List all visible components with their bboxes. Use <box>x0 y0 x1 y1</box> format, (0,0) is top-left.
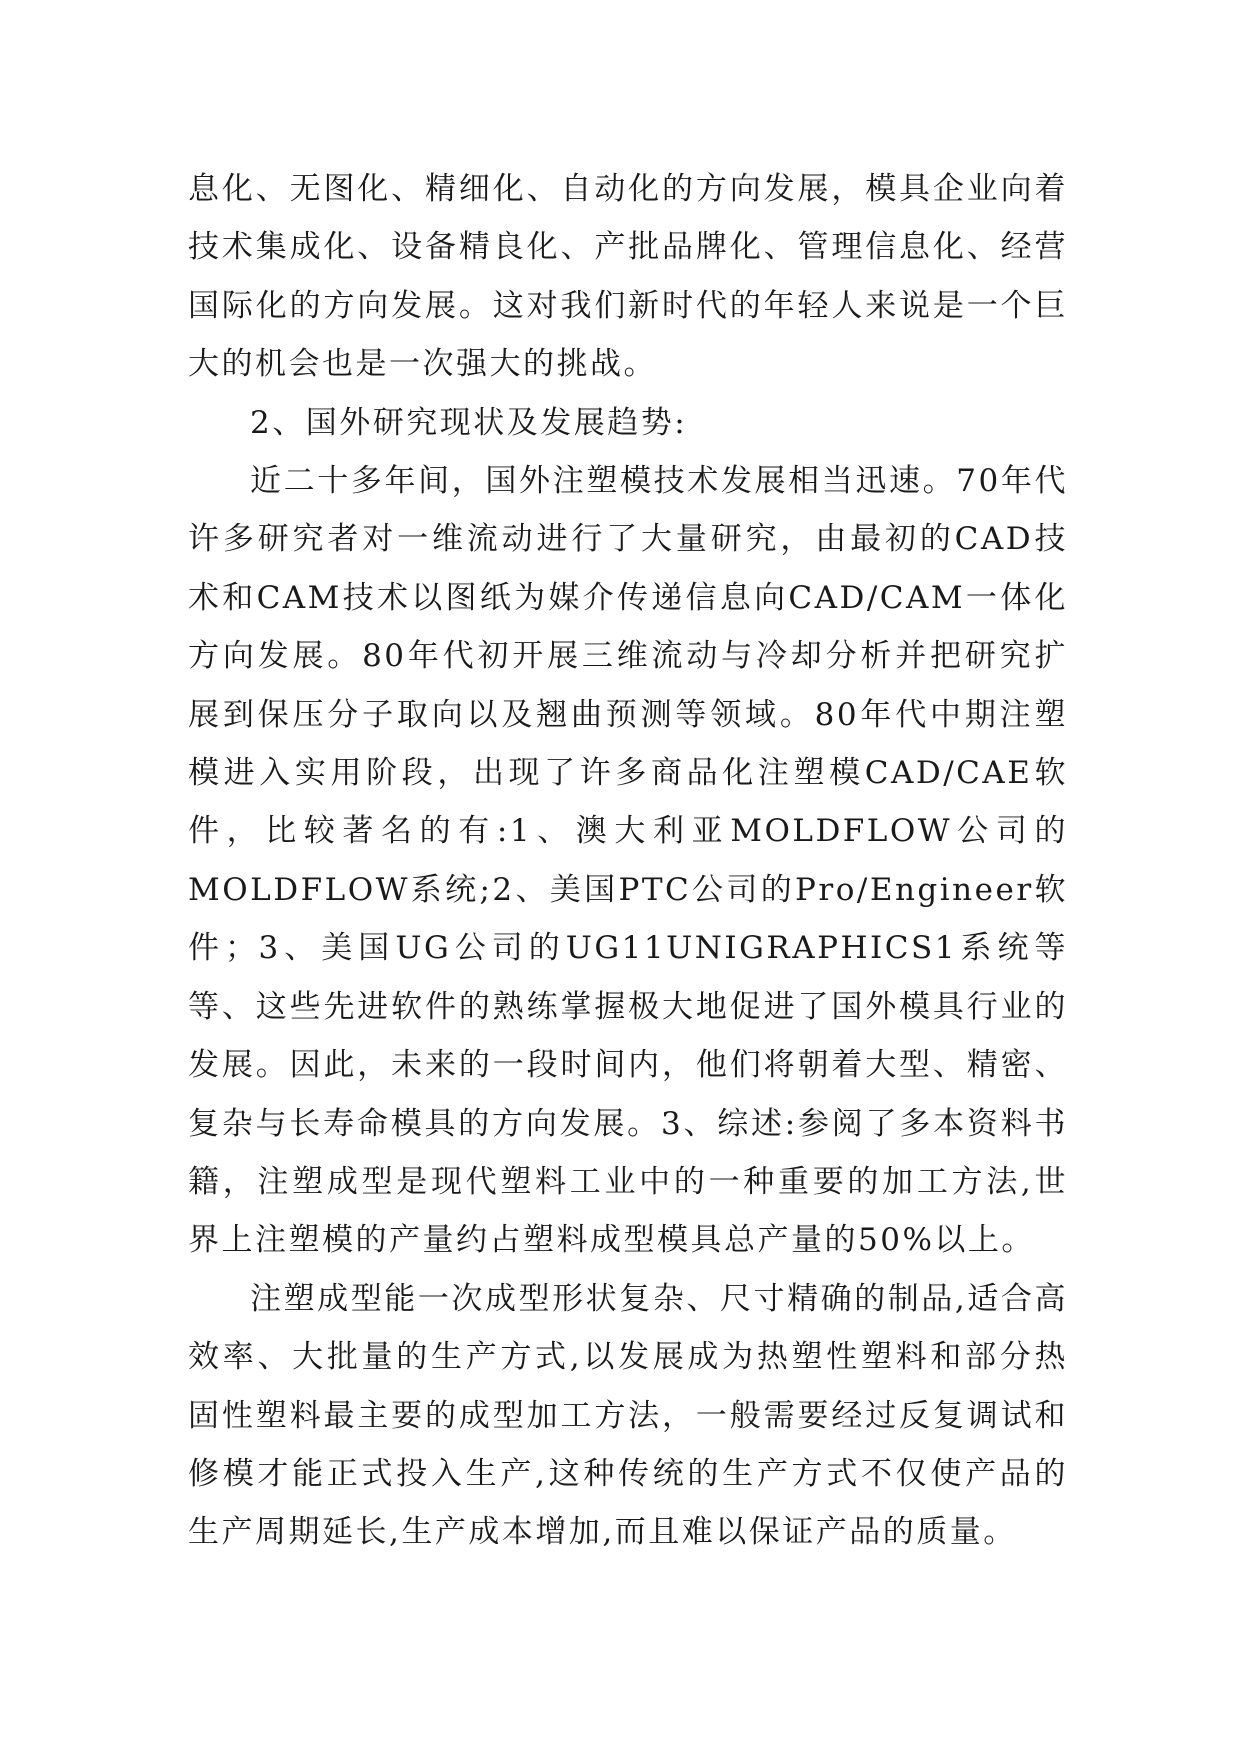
paragraph-injection-molding: 注塑成型能一次成型形状复杂、尺寸精确的制品,适合高效率、大批量的生产方式,以发展成为热塑性塑料和部分热固性塑料最主要的成型加工方法，一般需要经过反复调试和修模才能正式投入生产,这种传统的生产方式不仅使产品的生产周期延长,生产成本增加,而且难以保证产品的质量。 <box>188 1280 1068 1551</box>
paragraph-continuation: 息化、无图化、精细化、自动化的方向发展，模具企业向着技术集成化、设备精良化、产批品牌化、管理信息化、经营国际化的方向发展。这对我们新时代的年轻人来说是一个巨大的机会也是一次强大的挑战。 <box>188 171 1068 383</box>
paragraph-foreign-research-heading: 2、国外研究现状及发展趋势: <box>250 404 688 441</box>
paragraph-foreign-research: 近二十多年间，国外注塑模技术发展相当迅速。70年代许多研究者对一维流动进行了大量研究，由最初的CAD技术和CAM技术以图纸为媒介传递信息向CAD/CAM一体化方向发展。80年代初开展三维流动与冷却分析并把研究扩展到保压分子取向以及翘曲预测等领域。80年代中期注塑模进入实用阶段，出现了许多商品化注塑模CAD/CAE软件，比较著名的有:1、澳大利亚MOLDFLOW公司的MOLDFLOW系统;2、美国PTC公司的Pro/Engineer软件；3、美国UG公司的UG11UNIGRAPHICS1系统等等、这些先进软件的熟练掌握极大地促进了国外模具行业的发展。因此，未来的一段时间内，他们将朝着大型、精密、复杂与长寿命模具的方向发展。3、综述:参阅了多本资料书籍，注塑成型是现代塑料工业中的一种重要的加工方法,世界上注塑模的产量约占塑料成型模具总产量的50%以上。 <box>188 463 1068 1259</box>
document-body <box>188 160 1068 1562</box>
